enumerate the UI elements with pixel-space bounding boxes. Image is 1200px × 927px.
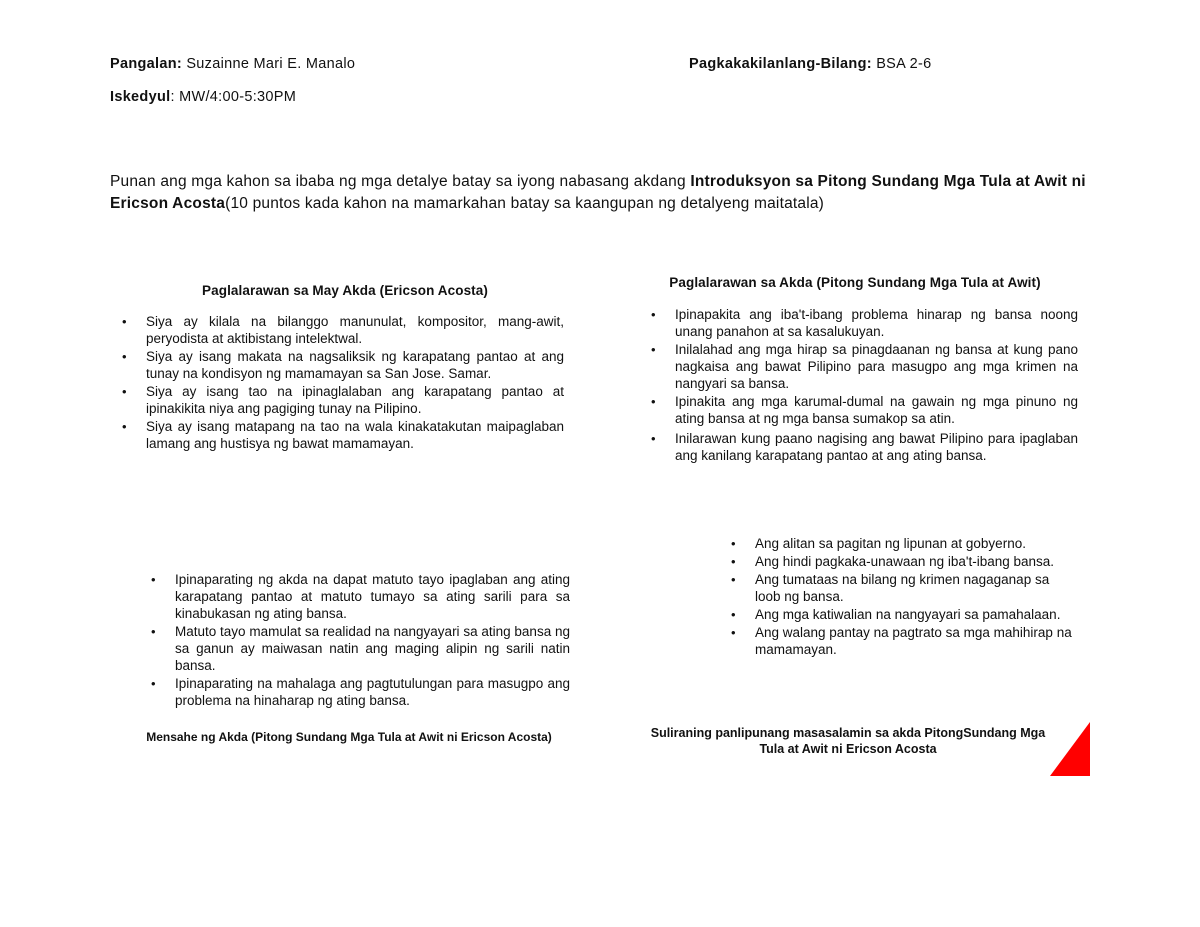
bullet-icon: •	[731, 625, 736, 640]
list-item: • Ang walang pantay na pagtrato sa mga mahihirap na mamamayan.	[731, 625, 1072, 657]
bullet-icon: •	[122, 384, 127, 399]
id-label: Pagkakakilanlang-Bilang:	[689, 56, 872, 72]
bullet-icon: •	[731, 572, 736, 587]
bullet-icon: •	[651, 394, 656, 409]
list-item: • Ipinaparating ng akda na dapat matuto tayo ipaglaban ang ating karapatang pantao at matuto tumayo sa ating sarili para sa kinabukasan ng ating bansa.	[151, 572, 570, 621]
schedule-label: Iskedyul	[110, 89, 171, 105]
bullet-icon: •	[651, 342, 656, 357]
bullet-icon: •	[122, 419, 127, 434]
schedule-field	[110, 89, 296, 105]
instruction-paragraph	[110, 171, 1090, 215]
list-item: • Ipinaparating na mahalaga ang pagtutulungan para masugpo ang problema na hinaharap ng ating bansa.	[151, 676, 570, 708]
name-value: Suzainne Mari E. Manalo	[182, 56, 356, 72]
message-box-title: Mensahe ng Akda (Pitong Sundang Mga Tula at Awit ni Ericson Acosta)	[146, 730, 552, 744]
bullet-icon: •	[651, 307, 656, 322]
social-issues-list	[725, 535, 1075, 659]
bullet-icon: •	[731, 607, 736, 622]
bullet-icon: •	[731, 554, 736, 569]
list-item: • Ang alitan sa pagitan ng lipunan at gobyerno.	[731, 536, 1026, 551]
work-description-list	[645, 306, 1078, 465]
author-description-list	[116, 313, 564, 453]
list-item: • Siya ay isang tao na ipinaglalaban ang karapatang pantao at ipinakikita niya ang pagiging tunay na Pilipino.	[122, 384, 564, 416]
list-item: • Ang hindi pagkaka-unawaan ng iba't-ibang bansa.	[731, 554, 1055, 569]
list-item: • Ang mga katiwalian na nangyayari sa pamahalaan.	[731, 607, 1061, 622]
name-field	[110, 56, 355, 72]
list-item: • Siya ay kilala na bilanggo manunulat, kompositor, mang-awit, peryodista at aktibistang intelektwal.	[122, 314, 564, 346]
social-issues-box-title: Suliraning panlipunang masasalamin sa akda PitongSundang Mga Tula at Awit ni Ericson Acosta	[650, 726, 1046, 756]
list-item: • Inilarawan kung paano nagising ang bawat Pilipino para ipaglaban ang kanilang karapatang pantao at ang ating bansa.	[651, 431, 1078, 463]
bullet-icon: •	[151, 572, 156, 587]
list-item: • Matuto tayo mamulat sa realidad na nangyayari sa ating bansa ng sa ganun ay maiwasan natin ang maging alipin ng sarili natin bansa.	[151, 624, 570, 673]
bullet-icon: •	[651, 431, 656, 446]
schedule-value: : MW/4:00-5:30PM	[170, 89, 297, 105]
list-item: • Ipinapakita ang iba't-ibang problema hinarap ng bansa noong unang panahon at sa kasalukuyan.	[651, 307, 1078, 339]
author-box-title: Paglalarawan sa May Akda (Ericson Acosta)	[202, 283, 488, 298]
bullet-icon: •	[151, 676, 156, 691]
list-item: • Ang tumataas na bilang ng krimen nagaganap sa loob ng bansa.	[731, 572, 1050, 604]
list-item: • Ipinakita ang mga karumal-dumal na gawain ng mga pinuno ng ating bansa at ng mga bansa sumakop sa atin.	[651, 394, 1078, 426]
name-label: Pangalan:	[110, 56, 182, 72]
list-item: • Siya ay isang matapang na tao na wala kinakatakutan maipaglaban lamang ang hustisya ng bawat mamamayan.	[122, 419, 564, 451]
bullet-icon: •	[122, 349, 127, 364]
bullet-icon: •	[151, 624, 156, 639]
bullet-icon: •	[122, 314, 127, 329]
bullet-icon: •	[731, 536, 736, 551]
instruction-scoring: (10 puntos kada kahon na mamarkahan batay sa kaangupan ng detalyeng maitatala)	[225, 195, 825, 212]
work-box-title: Paglalarawan sa Akda (Pitong Sundang Mga Tula at Awit)	[669, 275, 1041, 290]
id-field	[689, 56, 932, 72]
message-list	[145, 571, 570, 710]
list-item: • Inilalahad ang mga hirap sa pinagdaanan ng bansa at kung pano nagkaisa ang bawat Pilipino para masugpo ang mga krimen na nangyari sa bansa.	[651, 342, 1078, 391]
red-triangle-decoration	[1050, 722, 1090, 776]
instruction-work-title: Introduksyon sa Pitong Sundang Mga Tula at Awit ni Ericson Acosta	[110, 173, 1086, 212]
list-item: • Siya ay isang makata na nagsaliksik ng karapatang pantao at ang tunay na kondisyon ng mamamayan sa San Jose. Samar.	[122, 349, 564, 381]
id-value: BSA 2-6	[871, 56, 932, 72]
instruction-text: Punan ang mga kahon sa ibaba ng mga detalye batay sa iyong nabasang akdang	[110, 173, 691, 190]
